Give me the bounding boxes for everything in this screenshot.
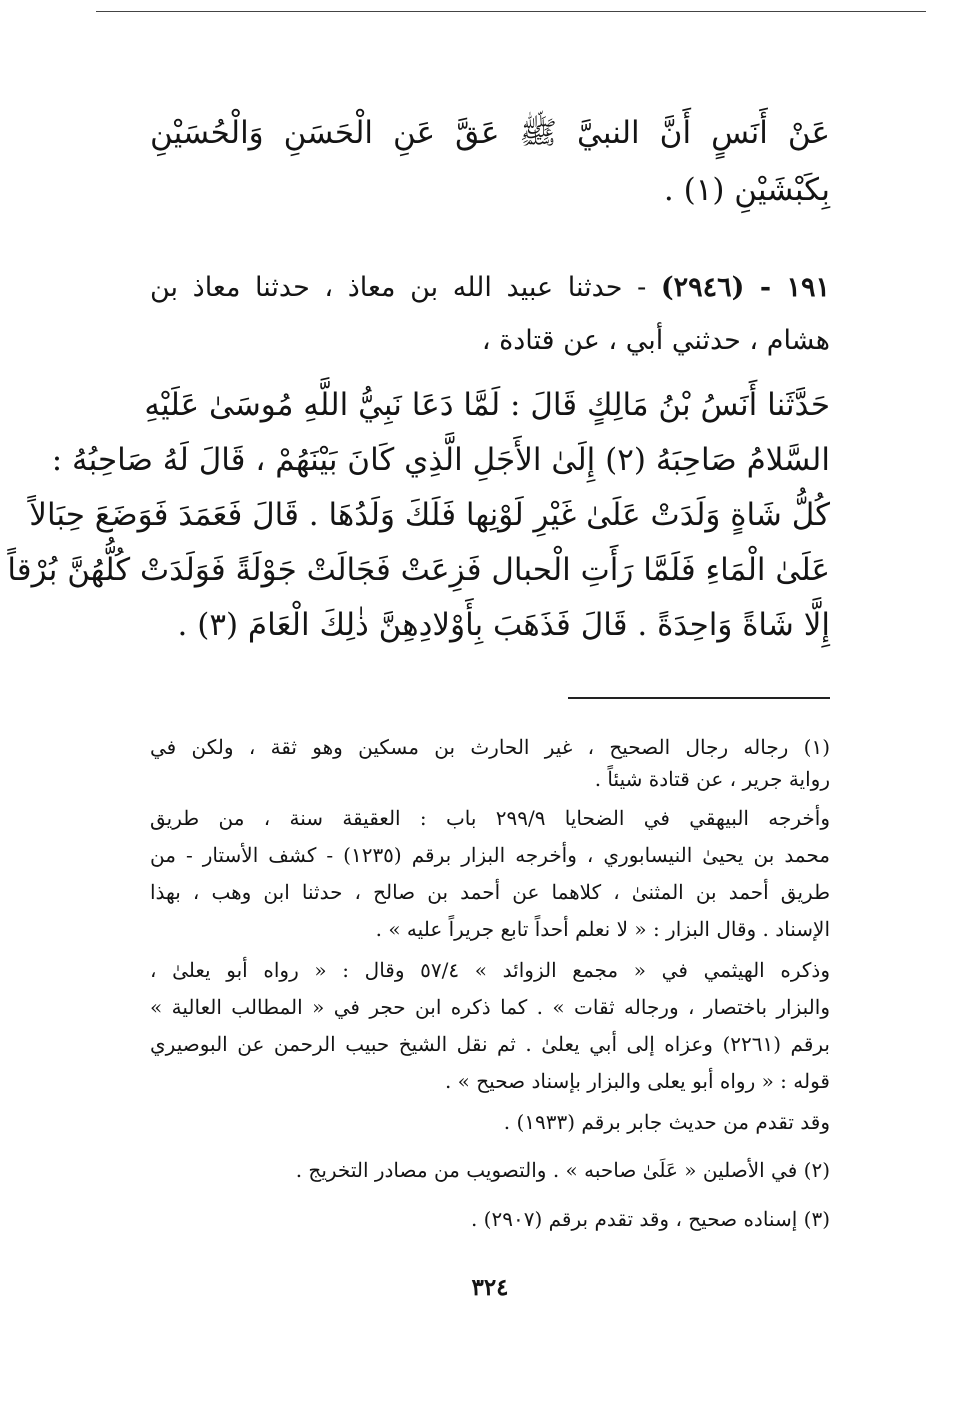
- footnote-1-line: برقم (٢٢٦١) وعزاه إلى أبي يعلىٰ . ثم نقل الشيخ حبيب الرحمن عن البوصيري: [150, 1032, 830, 1056]
- hadith-190-line-2: بِكَبْشَيْنِ (١) .: [663, 172, 830, 208]
- hadith-191-isnad-line-2: هشام ، حدثني أبي ، عن قتادة ،: [481, 325, 830, 356]
- hadith-191-isnad-line-1: [150, 272, 830, 303]
- hadith-191-matn-line: إِلَّا شَاةً وَاحِدَةً . قَالَ فَذَهَبَ بِأَوْلادِهِنَّ ذٰلِكَ الْعَامَ (٣) .: [177, 607, 830, 643]
- footnote-1-line: (١) رجاله رجال الصحيح ، غير الحارث بن مسكين وهو ثقة ، ولكن في: [150, 735, 830, 759]
- hadith-191-matn-line: كُلُّ شَاةٍ وَلَدَتْ عَلَىٰ غَيْرِ لَوْنِها فَلَكَ وَلَدُهَا . قَالَ فَعَمَدَ فَوَضَعَ حِبَالاً: [29, 497, 830, 533]
- footnote-2: (٢) في الأصلين « عَلَىٰ صاحبه » . والتصويب من مصادر التخريج .: [295, 1158, 830, 1182]
- footnote-1-line: والبزار باختصار ، ورجاله ثقات » . كما ذكره ابن حجر في « المطالب العالية »: [150, 995, 830, 1019]
- footnote-1-line: الإسناد . وقال البزار : « لا نعلم أحداً تابع جريراً عليه » .: [375, 917, 830, 941]
- page-number: ٣٢٤: [471, 1274, 509, 1301]
- footnote-1-line: وذكره الهيثمي في « مجمع الزوائد » ٥٧/٤ وقال : « رواه أبو يعلىٰ ،: [150, 958, 830, 982]
- hadith-191-matn-line: السَّلامُ صَاحِبَهُ (٢) إِلَىٰ الأَجَلِ الَّذِي كَانَ بَيْنَهُمْ ، قَالَ لَهُ صَاحِبُهُ :: [51, 442, 830, 478]
- hadith-number: ١٩١ - (٢٩٤٦): [660, 272, 831, 303]
- footnote-1-line: رواية جرير ، عن قتادة شيئاً .: [594, 767, 830, 791]
- hadith-190-line-1: عَنْ أَنَسٍ أَنَّ النبيَّ ﷺ عَقَّ عَنِ الْحَسَنِ وَالْحُسَيْنِ: [150, 115, 830, 151]
- top-rule: [96, 11, 926, 12]
- footnote-3: (٣) إسناده صحيح ، وقد تقدم برقم (٢٩٠٧) .: [470, 1207, 830, 1231]
- hadith-191-matn-line: عَلَىٰ الْمَاءِ فَلَمَّا رَأَتِ الْحبال فَزِعَتْ فَجَالَتْ جَوْلَةً فَوَلَدَتْ كُلُّهُنَّ بُرْقاً: [7, 552, 830, 588]
- isnad-text: - حدثنا عبيد الله بن معاذ ، حدثنا معاذ بن: [150, 272, 647, 303]
- hadith-191-matn-line: حَدَّثَنا أَنَسُ بْنُ مَالِكٍ قَالَ : لَمَّا دَعَا نَبِيُّ اللَّهِ مُوسَىٰ عَلَيْهِ: [144, 387, 830, 423]
- footnote-1-line: محمد بن يحيىٰ النيسابوري ، وأخرجه البزار برقم (١٢٣٥) - كشف الأستار - من: [150, 843, 830, 867]
- footnote-separator: [568, 697, 830, 699]
- footnote-1-line: قوله : « رواه أبو يعلى والبزار بإسناد صحيح » .: [444, 1069, 830, 1093]
- footnote-1-line: وقد تقدم من حديث جابر برقم (١٩٣٣) .: [503, 1110, 830, 1134]
- footnote-1-line: وأخرجه البيهقي في الضحايا ٢٩٩/٩ باب : العقيقة سنة ، من طريق: [150, 806, 830, 830]
- footnote-1-line: طريق أحمد بن المثنىٰ ، كلاهما عن أحمد بن صالح ، حدثنا ابن وهب ، بهذا: [150, 880, 830, 904]
